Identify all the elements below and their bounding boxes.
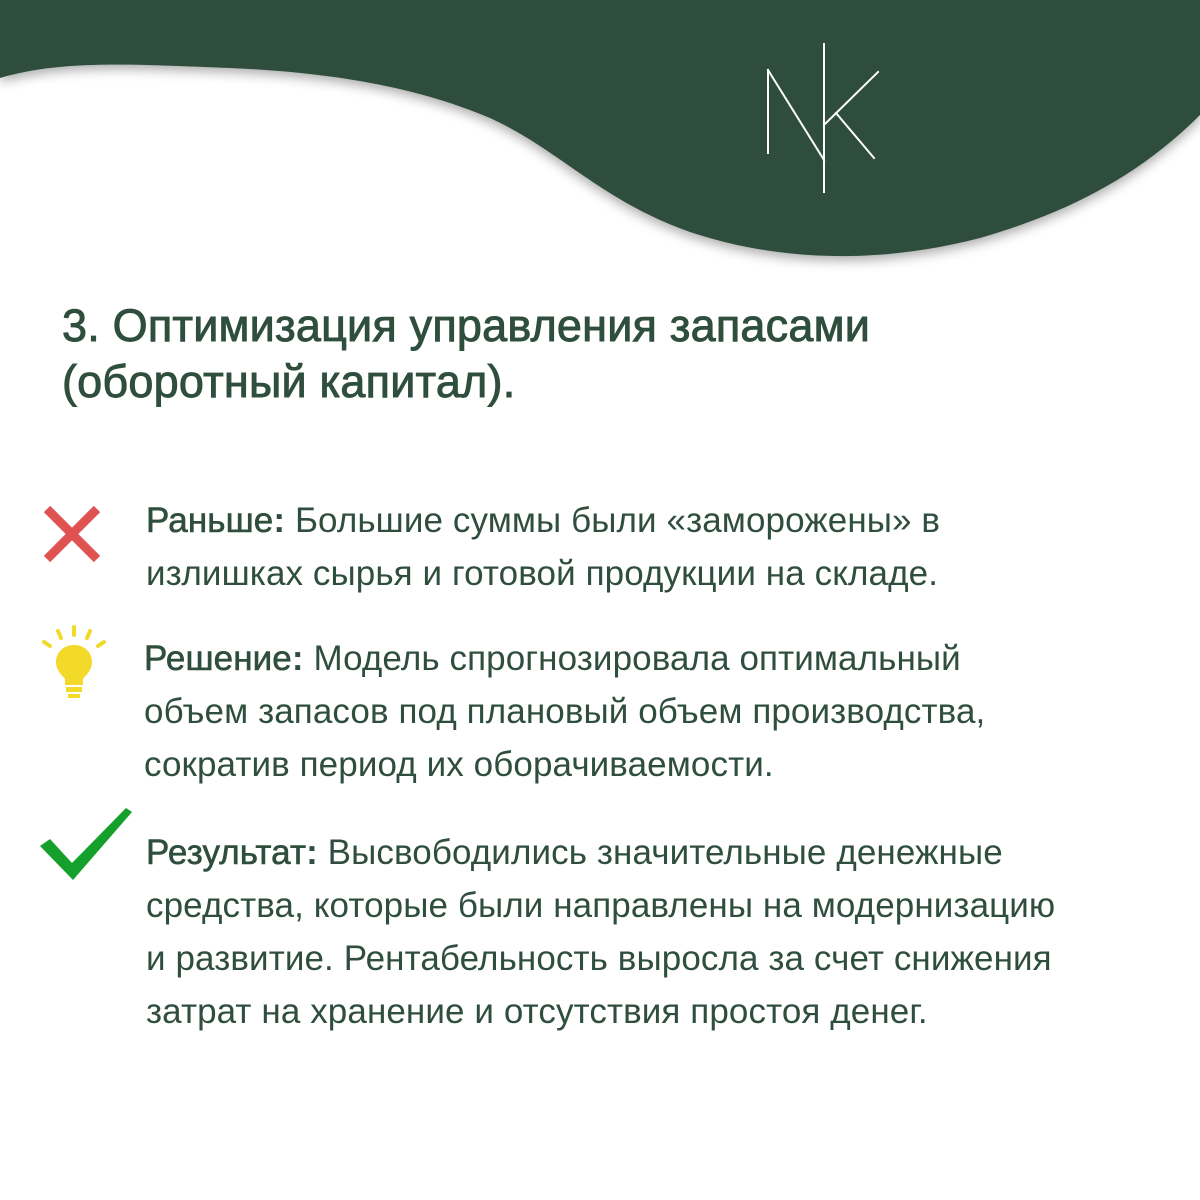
item-text-solution: Решение: Модель спрогнозировала оптимальный объем запасов под плановый объем производства, сократив период их оборачиваемости.	[144, 632, 985, 791]
item-line: излишках сырья и готовой продукции на складе.	[146, 554, 939, 593]
item-line: Модель спрогнозировала оптимальный	[313, 639, 961, 678]
item-text-result: Результат: Высвободились значительные денежные средства, которые были направлены на модернизацию и развитие. Рентабельность выросла за счет снижения затрат на хранение и отсутствия простоя денег.	[146, 826, 1055, 1038]
title-line-1: 3. Оптимизация управления запасами	[62, 300, 871, 351]
item-text-before: Раньше: Большие суммы были «заморожены» в излишках сырья и готовой продукции на складе.	[146, 494, 940, 600]
item-label-before: Раньше	[146, 501, 274, 540]
cross-icon	[42, 504, 102, 564]
item-label-solution: Решение	[144, 639, 292, 678]
item-line: Большие суммы были «заморожены» в	[294, 501, 941, 540]
checkmark-icon	[38, 806, 134, 884]
lightbulb-icon	[38, 624, 110, 704]
item-line: объем запасов под плановый объем производства,	[144, 692, 986, 731]
item-line: Высвободились значительные денежные	[327, 833, 1003, 872]
item-line: средства, которые были направлены на модернизацию	[146, 886, 1056, 925]
item-line: затрат на хранение и отсутствия простоя денег.	[146, 992, 928, 1031]
item-line: сократив период их оборачиваемости.	[144, 745, 774, 784]
item-line: и развитие. Рентабельность выросла за счет снижения	[146, 939, 1052, 978]
item-label-result: Результат	[146, 833, 307, 872]
logo	[760, 40, 880, 196]
header-wave	[0, 0, 1200, 300]
title-line-2: (оборотный капитал).	[62, 356, 516, 407]
page-title	[62, 298, 1142, 410]
